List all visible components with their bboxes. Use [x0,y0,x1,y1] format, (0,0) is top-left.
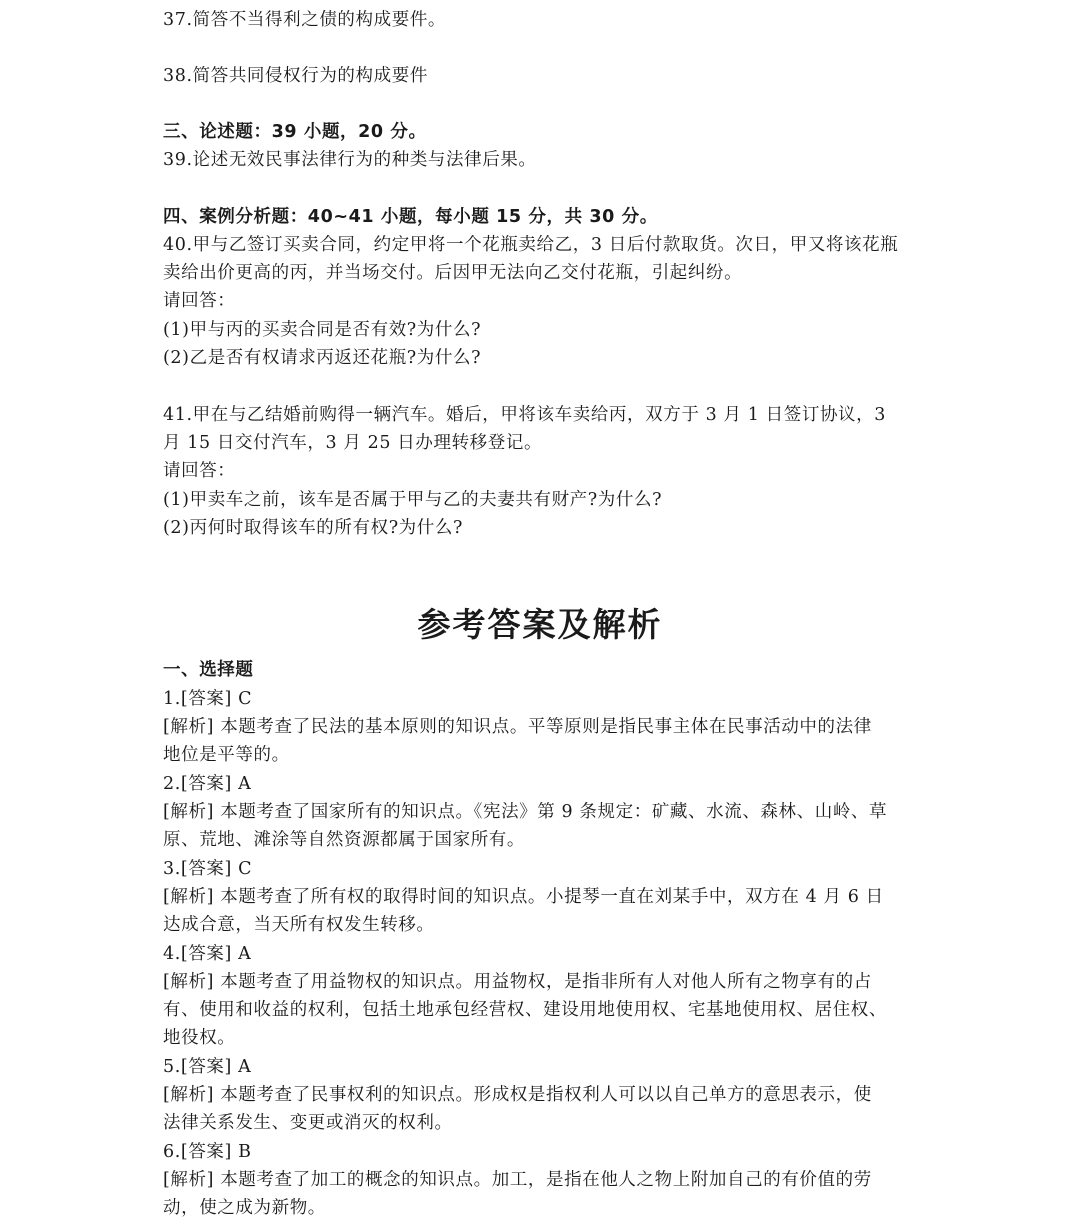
answer-6-explanation-line1: [解析] 本题考查了加工的概念的知识点。加工，是指在他人之物上附加自己的有价值的劳 [163,1170,872,1190]
answer-3: 3.[答案] C [163,859,253,879]
answer-4-explanation-line3: 地役权。 [163,1028,236,1048]
question-40-line2: 卖给出价更高的丙，并当场交付。后因甲无法向乙交付花瓶，引起纠纷。 [163,263,743,283]
question-40-sub1: (1)甲与丙的买卖合同是否有效?为什么? [163,320,482,340]
answers-section-1-heading: 一、选择题 [163,660,254,680]
answer-2-explanation-line2: 原、荒地、滩涂等自然资源都属于国家所有。 [163,830,525,850]
answer-5: 5.[答案] A [163,1057,252,1077]
answer-1-explanation-line1: [解析] 本题考查了民法的基本原则的知识点。平等原则是指民事主体在民事活动中的法律 [163,717,872,737]
section-4-heading: 四、案例分析题：40~41 小题，每小题 15 分，共 30 分。 [163,207,658,227]
question-39: 39.论述无效民事法律行为的种类与法律后果。 [163,150,537,170]
question-41-prompt: 请回答： [163,461,236,481]
question-41-line1: 41.甲在与乙结婚前购得一辆汽车。婚后，甲将该车卖给丙，双方于 3 月 1 日签订协议，3 [163,405,886,425]
answer-2-explanation-line1: [解析] 本题考查了国家所有的知识点。《宪法》第 9 条规定：矿藏、水流、森林、山岭、草 [163,802,888,822]
answer-4: 4.[答案] A [163,944,252,964]
question-40-line1: 40.甲与乙签订买卖合同，约定甲将一个花瓶卖给乙，3 日后付款取货。次日，甲又将该花瓶 [163,235,899,255]
answer-1: 1.[答案] C [163,689,253,709]
answer-5-explanation-line1: [解析] 本题考查了民事权利的知识点。形成权是指权利人可以以自己单方的意思表示，使 [163,1085,872,1105]
question-38: 38.简答共同侵权行为的构成要件 [163,66,428,86]
answer-2: 2.[答案] A [163,774,252,794]
question-37: 37.简答不当得利之债的构成要件。 [163,10,447,30]
question-41-line2: 月 15 日交付汽车，3 月 25 日办理转移登记。 [163,433,543,453]
answer-4-explanation-line1: [解析] 本题考查了用益物权的知识点。用益物权，是指非所有人对他人所有之物享有的占 [163,972,872,992]
answers-title: 参考答案及解析 [417,605,663,644]
answer-5-explanation-line2: 法律关系发生、变更或消灭的权利。 [163,1113,453,1133]
question-40-prompt: 请回答： [163,291,236,311]
section-3-heading: 三、论述题：39 小题，20 分。 [163,122,427,142]
question-41-sub1: (1)甲卖车之前，该车是否属于甲与乙的夫妻共有财产?为什么? [163,490,663,510]
answer-1-explanation-line2: 地位是平等的。 [163,745,290,765]
question-40-sub2: (2)乙是否有权请求丙返还花瓶?为什么? [163,348,482,368]
answer-6: 6.[答案] B [163,1142,252,1162]
answer-3-explanation-line2: 达成合意，当天所有权发生转移。 [163,915,435,935]
answer-4-explanation-line2: 有、使用和收益的权利，包括土地承包经营权、建设用地使用权、宅基地使用权、居住权、 [163,1000,887,1020]
question-41-sub2: (2)丙何时取得该车的所有权?为什么? [163,518,463,538]
answer-6-explanation-line2: 动，使之成为新物。 [163,1198,326,1218]
answer-3-explanation-line1: [解析] 本题考查了所有权的取得时间的知识点。小提琴一直在刘某手中，双方在 4 月 6 日 [163,887,884,907]
